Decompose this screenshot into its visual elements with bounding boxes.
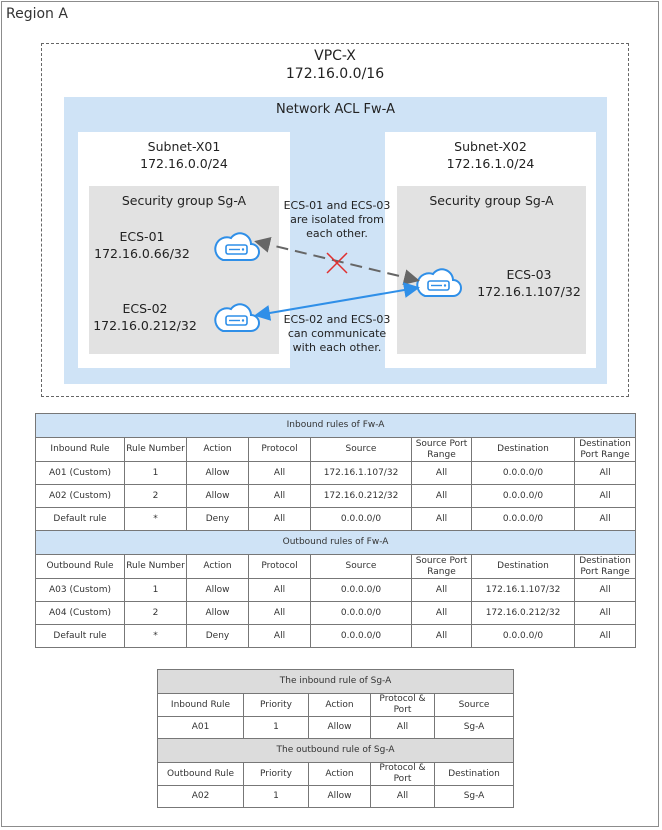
network-acl-label: Network ACL Fw-A <box>276 102 395 117</box>
table-cell: 2 <box>125 602 187 625</box>
table-cell: 0.0.0.0/0 <box>472 625 575 648</box>
table-header-row <box>36 438 636 462</box>
table-cell: Priority <box>244 763 309 786</box>
table-cell: All <box>249 579 311 602</box>
ecs-03-name: ECS-03 <box>506 267 552 282</box>
table-cell: 172.16.0.212/32 <box>472 602 575 625</box>
table-cell: Allow <box>187 485 249 508</box>
table-cell: 1 <box>244 717 309 739</box>
table-header-row <box>158 694 514 717</box>
vpc-cidr: 172.16.0.0/16 <box>285 66 385 82</box>
subnet-x02-name: Subnet-X02 <box>454 139 527 154</box>
table-cell: 0.0.0.0/0 <box>311 602 412 625</box>
table-cell: 0.0.0.0/0 <box>472 508 575 531</box>
table-cell: Outbound rules of Fw-A <box>36 531 636 555</box>
table-cell: All <box>412 462 472 485</box>
table-cell: Action <box>309 763 371 786</box>
region-label: Region A <box>6 6 68 22</box>
connection-layer <box>0 0 662 400</box>
security-group-label: Security group Sg-A <box>429 193 554 208</box>
table-cell: All <box>575 485 636 508</box>
table-cell: All <box>575 462 636 485</box>
table-cell: Action <box>187 438 249 462</box>
table-cell: Rule Number <box>125 438 187 462</box>
table-cell: 1 <box>244 786 309 808</box>
table-cell: Allow <box>187 579 249 602</box>
table-cell: Sg-A <box>435 717 514 739</box>
table-cell: Outbound Rule <box>36 555 125 579</box>
table-cell: 0.0.0.0/0 <box>472 485 575 508</box>
ecs-02-name: ECS-02 <box>122 301 168 316</box>
table-row <box>36 625 636 648</box>
table-cell: Action <box>187 555 249 579</box>
table-cell: Sg-A <box>435 786 514 808</box>
table-cell: Protocol <box>249 555 311 579</box>
table-cell: A01 <box>158 717 244 739</box>
table-header-row <box>158 763 514 786</box>
table-cell: A01 (Custom) <box>36 462 125 485</box>
subnet-x02-cidr: 172.16.1.0/24 <box>446 156 535 171</box>
table-cell: All <box>249 625 311 648</box>
table-cell: All <box>412 579 472 602</box>
table-cell: Priority <box>244 694 309 717</box>
table-title-row <box>158 739 514 763</box>
table-cell: Source Port Range <box>412 438 472 462</box>
table-cell: A02 (Custom) <box>36 485 125 508</box>
table-cell: Rule Number <box>125 555 187 579</box>
isolated-note: ECS-01 and ECS-03 are isolated from each other. <box>283 199 391 240</box>
table-row <box>158 717 514 739</box>
table-title-row <box>158 670 514 694</box>
table-row <box>36 462 636 485</box>
table-cell: Outbound Rule <box>158 763 244 786</box>
table-cell: All <box>249 485 311 508</box>
table-cell: Action <box>309 694 371 717</box>
table-cell: 1 <box>125 462 187 485</box>
table-cell: All <box>412 602 472 625</box>
table-cell: 0.0.0.0/0 <box>472 462 575 485</box>
table-cell: Deny <box>187 625 249 648</box>
table-cell: Source Port Range <box>412 555 472 579</box>
table-row <box>36 485 636 508</box>
table-cell: Inbound rules of Fw-A <box>36 414 636 438</box>
table-cell: A03 (Custom) <box>36 579 125 602</box>
table-cell: All <box>412 625 472 648</box>
table-cell: Source <box>311 555 412 579</box>
ecs-03-ip: 172.16.1.107/32 <box>477 284 581 299</box>
table-cell: Protocol & Port <box>371 694 435 717</box>
table-cell: * <box>125 625 187 648</box>
table-cell: All <box>412 508 472 531</box>
table-cell: Default rule <box>36 625 125 648</box>
table-cell: Allow <box>187 602 249 625</box>
table-cell: 0.0.0.0/0 <box>311 579 412 602</box>
table-cell: All <box>249 462 311 485</box>
vpc-name: VPC-X <box>314 48 356 64</box>
isolated-connection-arrow <box>258 242 416 280</box>
ecs-02-ip: 172.16.0.212/32 <box>93 318 197 333</box>
sg-rules-table <box>157 669 514 808</box>
blocked-cross-icon <box>327 253 347 273</box>
table-title-row <box>36 531 636 555</box>
table-cell: Deny <box>187 508 249 531</box>
table-cell: * <box>125 508 187 531</box>
table-cell: 172.16.0.212/32 <box>311 485 412 508</box>
table-cell: 0.0.0.0/0 <box>311 508 412 531</box>
table-row <box>36 508 636 531</box>
table-row <box>36 579 636 602</box>
table-cell: Allow <box>187 462 249 485</box>
table-row <box>36 602 636 625</box>
table-cell: All <box>249 508 311 531</box>
table-cell: The outbound rule of Sg-A <box>158 739 514 763</box>
ecs-01-name: ECS-01 <box>119 229 165 244</box>
table-cell: All <box>371 786 435 808</box>
table-cell: Destination <box>472 438 575 462</box>
table-cell: Destination Port Range <box>575 555 636 579</box>
table-cell: Protocol & Port <box>371 763 435 786</box>
table-cell: 172.16.1.107/32 <box>472 579 575 602</box>
allowed-connection-arrow <box>258 288 416 315</box>
table-cell: All <box>575 508 636 531</box>
table-cell: All <box>412 485 472 508</box>
table-title-row <box>36 414 636 438</box>
table-cell: 1 <box>125 579 187 602</box>
table-cell: All <box>575 602 636 625</box>
table-cell: Destination <box>435 763 514 786</box>
table-cell: All <box>575 579 636 602</box>
table-cell: Inbound Rule <box>158 694 244 717</box>
subnet-x01-cidr: 172.16.0.0/24 <box>140 156 228 171</box>
table-cell: All <box>575 625 636 648</box>
table-cell: Destination Port Range <box>575 438 636 462</box>
table-cell: A04 (Custom) <box>36 602 125 625</box>
communicate-note: ECS-02 and ECS-03 can communicate with each other. <box>283 313 391 354</box>
table-cell: Source <box>311 438 412 462</box>
table-cell: 0.0.0.0/0 <box>311 625 412 648</box>
security-group-label: Security group Sg-A <box>121 193 247 208</box>
table-header-row <box>36 555 636 579</box>
table-cell: Source <box>435 694 514 717</box>
acl-rules-table <box>35 413 636 648</box>
table-cell: A02 <box>158 786 244 808</box>
table-cell: Allow <box>309 786 371 808</box>
table-cell: Destination <box>472 555 575 579</box>
ecs-01-ip: 172.16.0.66/32 <box>94 246 190 261</box>
table-cell: Allow <box>309 717 371 739</box>
table-cell: All <box>371 717 435 739</box>
table-cell: Protocol <box>249 438 311 462</box>
table-row <box>158 786 514 808</box>
table-cell: The inbound rule of Sg-A <box>158 670 514 694</box>
table-cell: 2 <box>125 485 187 508</box>
table-cell: 172.16.1.107/32 <box>311 462 412 485</box>
subnet-x01-name: Subnet-X01 <box>147 139 221 154</box>
table-cell: Inbound Rule <box>36 438 125 462</box>
table-cell: All <box>249 602 311 625</box>
table-cell: Default rule <box>36 508 125 531</box>
